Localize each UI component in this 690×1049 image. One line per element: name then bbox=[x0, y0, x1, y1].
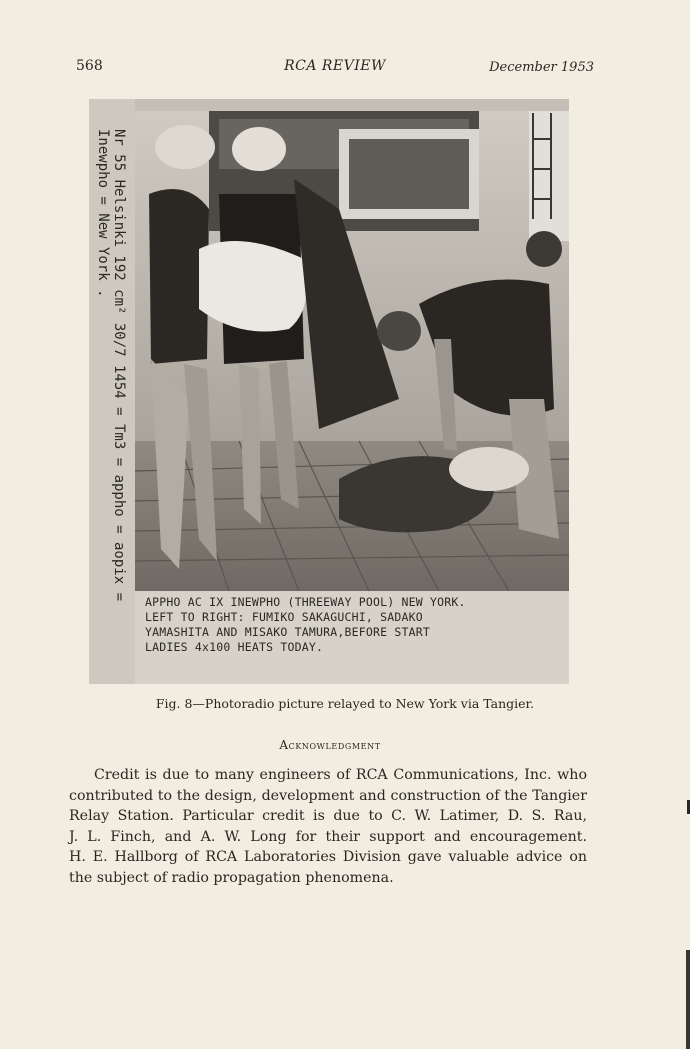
running-header bbox=[76, 58, 594, 78]
acknowledgment-paragraph bbox=[69, 765, 587, 889]
section-heading: Acknowledgment bbox=[279, 738, 381, 752]
wire-header-line: Inewpho = New York . bbox=[95, 129, 111, 298]
body-line: the subject of radio propagation phenomena. bbox=[69, 869, 394, 886]
body-line: contributed to the design, development and construction of the Tangier bbox=[69, 787, 587, 804]
wire-caption bbox=[145, 595, 565, 655]
scan-edge-mark bbox=[686, 950, 690, 1049]
body-line: H. E. Hallborg of RCA Laboratories Division gave valuable advice on bbox=[69, 849, 587, 866]
photoradio-picture bbox=[89, 99, 569, 684]
wire-header-line: Nr 55 Helsinki 192 cm² 30/7 1454 = Tm3 = appho = aopix = bbox=[111, 129, 127, 602]
wire-caption-line: YAMASHITA AND MISAKO TAMURA,BEFORE START bbox=[145, 625, 430, 639]
issue-date: December 1953 bbox=[489, 60, 594, 75]
figure-caption: Fig. 8—Photoradio picture relayed to New York via Tangier. bbox=[155, 696, 535, 711]
journal-title: RCA REVIEW bbox=[284, 58, 386, 74]
wire-header-vertical bbox=[89, 99, 129, 684]
page-number: 568 bbox=[76, 58, 103, 74]
body-line: Credit is due to many engineers of RCA Communications, Inc. who bbox=[94, 767, 587, 783]
body-line: Relay Station. Particular credit is due to C. W. Latimer, D. S. Rau, bbox=[69, 808, 587, 825]
wire-caption-line: LEFT TO RIGHT: FUMIKO SAKAGUCHI, SADAKO bbox=[145, 610, 423, 624]
wire-caption-line: APPHO AC IX INEWPHO (THREEWAY POOL) NEW YORK. bbox=[145, 595, 466, 609]
body-line: J. L. Finch, and A. W. Long for their support and encouragement. bbox=[69, 828, 587, 845]
wire-caption-line: LADIES 4x100 HEATS TODAY. bbox=[145, 640, 324, 654]
